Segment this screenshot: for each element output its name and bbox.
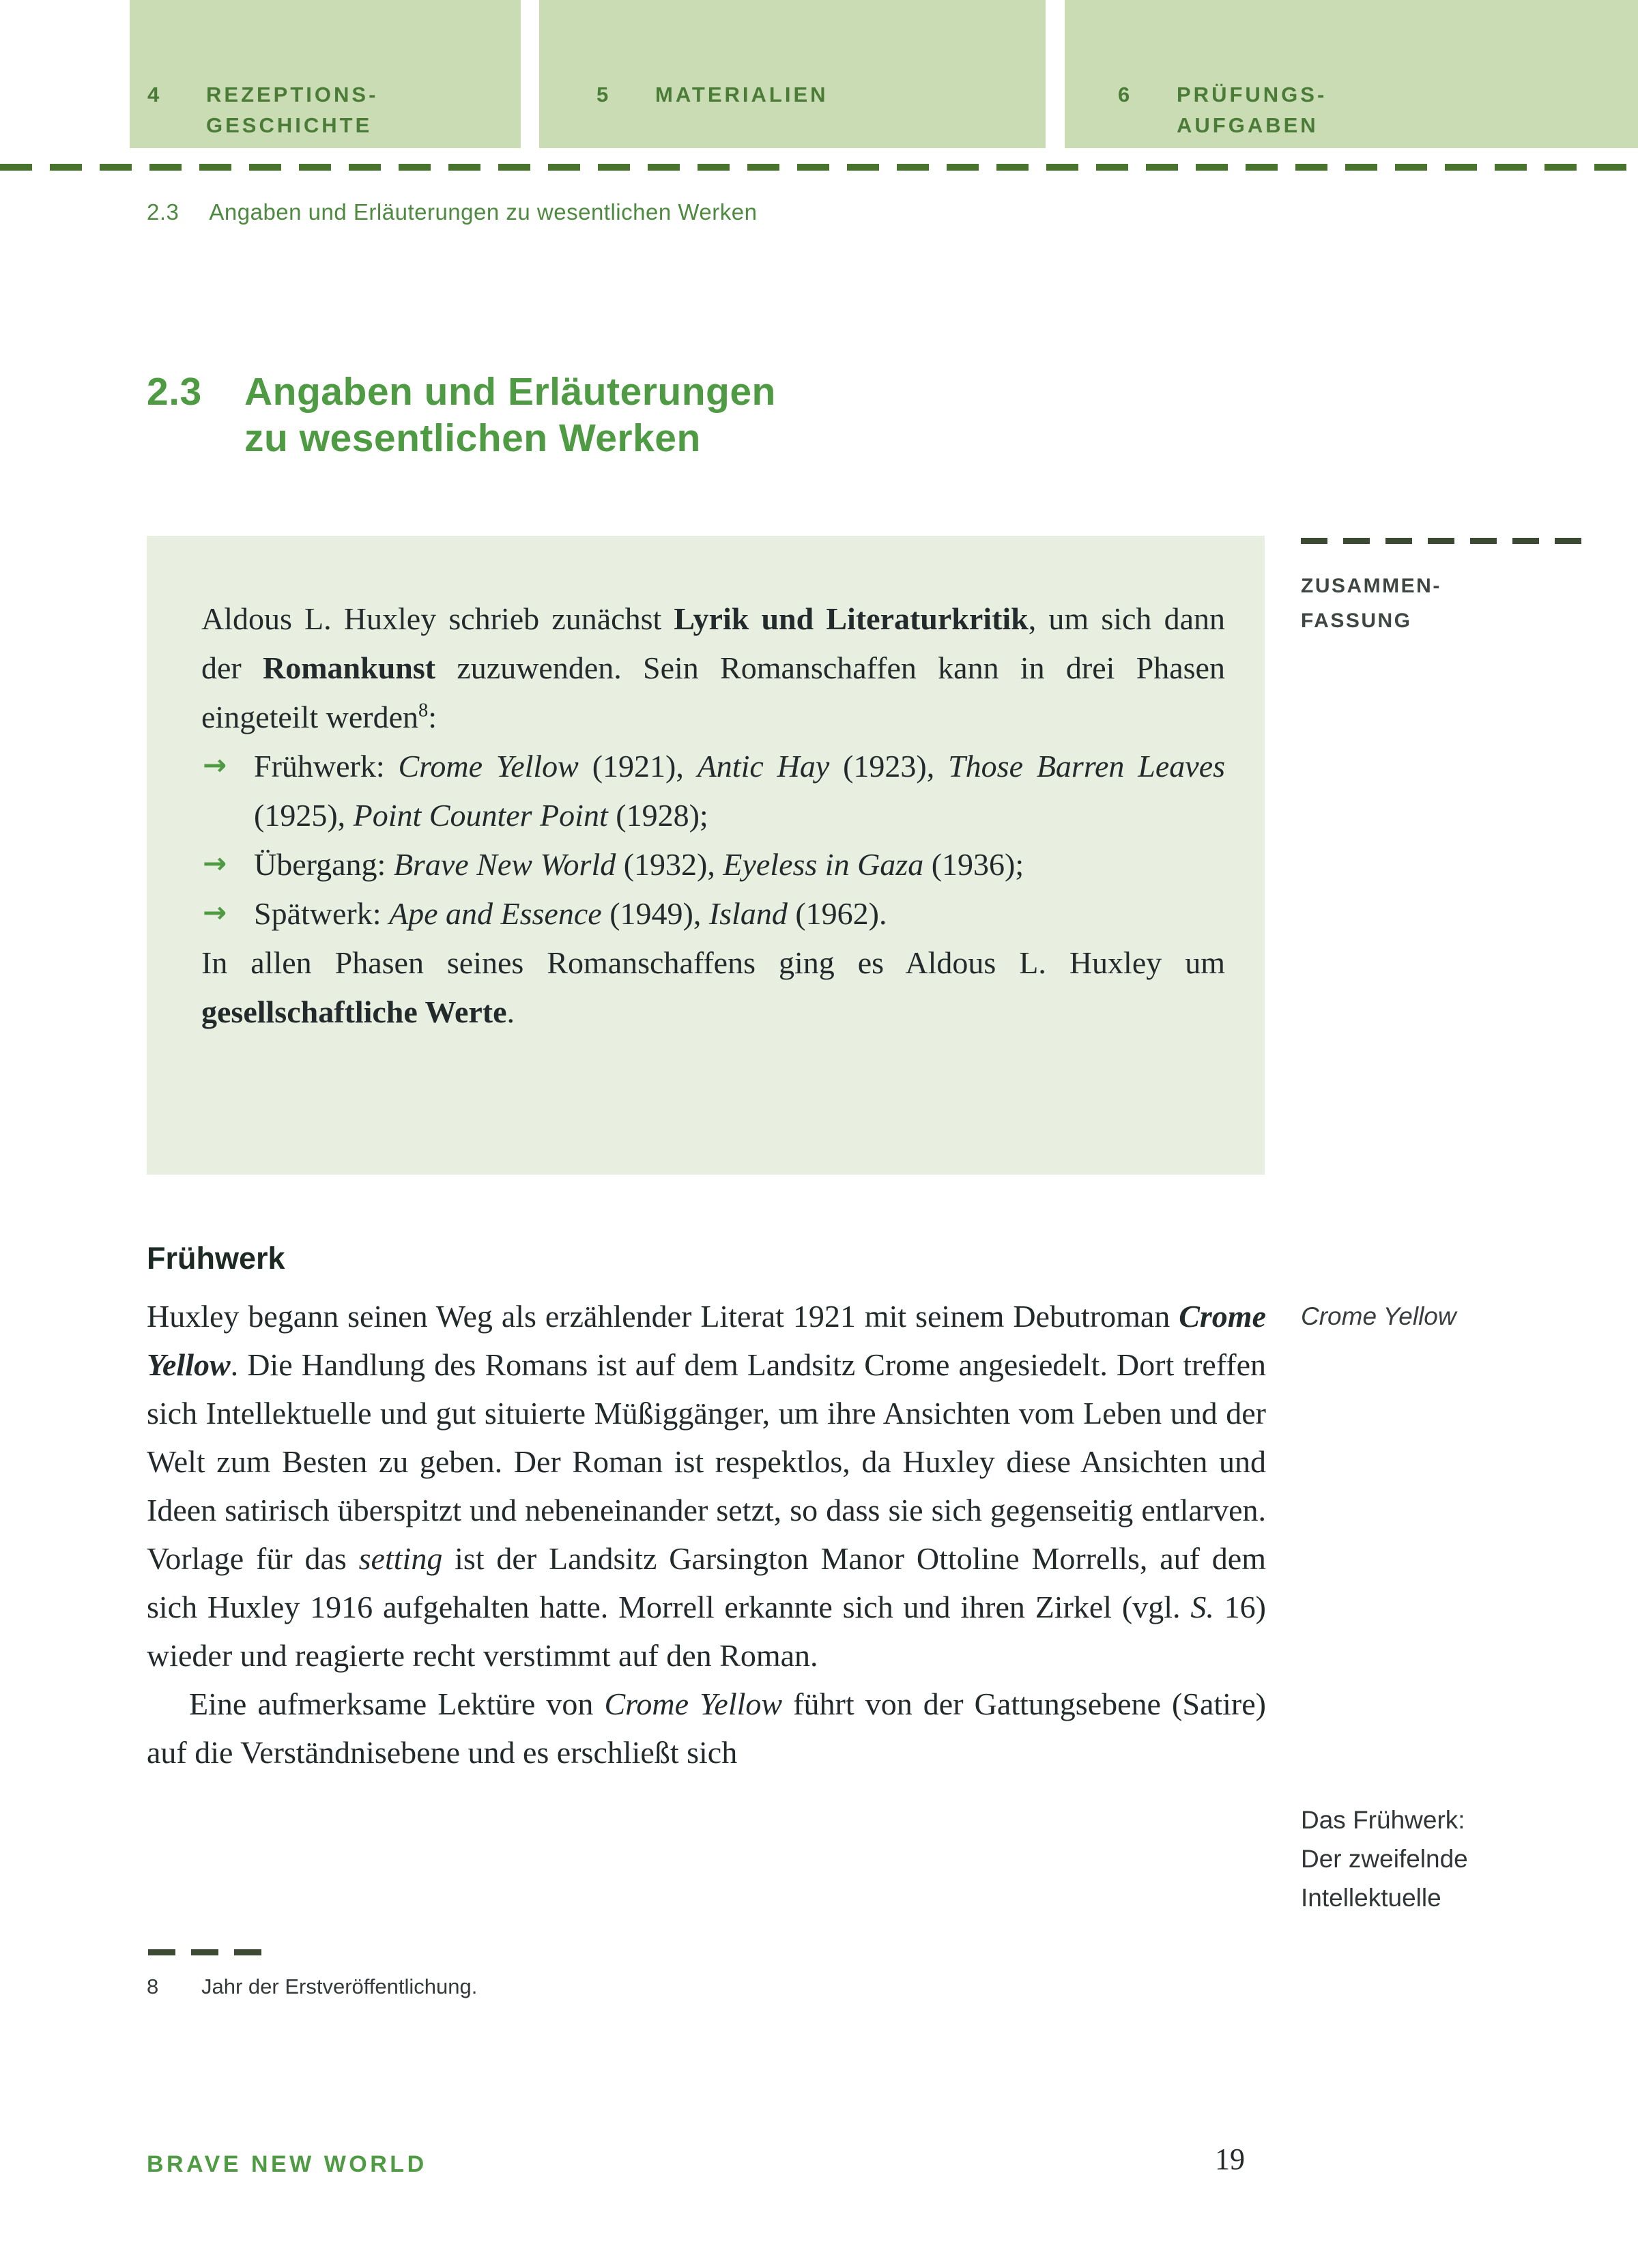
page-title-text: [244, 369, 776, 461]
page-title: [147, 369, 776, 461]
breadcrumb: [147, 199, 757, 225]
page-title-line: Angaben und Erläuterungen: [244, 370, 776, 414]
summary-list-item-text: Frühwerk: Crome Yellow (1921), Antic Hay (1923), Those Barren Leaves (1925), Point Counter Point (1928);: [254, 749, 1226, 833]
margin-note-line: Intellektuelle: [1301, 1884, 1441, 1912]
summary-list-item: [201, 840, 1225, 889]
tab-label: [206, 79, 378, 141]
margin-label-line: ZUSAMMEN-: [1301, 575, 1441, 597]
margin-dashed-divider: [1301, 538, 1593, 544]
body-text: [147, 1292, 1266, 1777]
tab-content: [147, 79, 378, 141]
tab-pruefungsaufgaben: [1065, 0, 1638, 148]
tab-label-line: GESCHICHTE: [206, 113, 373, 137]
arrow-bullet-icon: →: [203, 748, 227, 781]
arrow-bullet-icon: →: [203, 846, 227, 880]
tab-label: [1177, 79, 1327, 141]
summary-outro: In allen Phasen seines Romanschaffens ging es Aldous L. Huxley um gesellschaftliche Werte.: [201, 945, 1225, 1029]
tab-materialien: [539, 0, 1046, 148]
section-heading: Frühwerk: [147, 1241, 285, 1276]
breadcrumb-text: Angaben und Erläuterungen zu wesentlichen Werken: [209, 199, 758, 225]
summary-list: [201, 742, 1225, 938]
tab-label-line: REZEPTIONS-: [206, 83, 379, 106]
tab-label-line: AUFGABEN: [1177, 113, 1319, 137]
tab-label-line: PRÜFUNGS-: [1177, 83, 1327, 106]
margin-note-line: Der zweifelnde: [1301, 1845, 1468, 1873]
breadcrumb-number: 2.3: [147, 199, 179, 225]
margin-note-line: Das Frühwerk:: [1301, 1806, 1465, 1834]
summary-list-item: [201, 742, 1225, 840]
tab-rezeptionsgeschichte: [130, 0, 521, 148]
tab-label-line: MATERIALIEN: [655, 83, 829, 106]
tab-number: 6: [1118, 83, 1133, 106]
paragraph: Eine aufmerksame Lektüre von Crome Yellow führt von der Gattungsebene (Satire) auf die Verständnisebene und es erschließt sich: [147, 1686, 1266, 1770]
footnote: [147, 1975, 477, 1999]
margin-note-crome-yellow: Crome Yellow: [1301, 1302, 1456, 1330]
summary-box: [147, 536, 1265, 1175]
footnote-text: Jahr der Erstveröffentlichung.: [201, 1975, 478, 1998]
tab-number: 4: [147, 83, 162, 106]
footnote-marker: 8: [147, 1975, 159, 1998]
page-number: 19: [1215, 2142, 1245, 2176]
summary-list-item-text: Übergang: Brave New World (1932), Eyeless in Gaza (1936);: [254, 847, 1024, 882]
tab-content: [597, 79, 829, 110]
page-title-line: zu wesentlichen Werken: [244, 416, 701, 460]
arrow-bullet-icon: →: [203, 895, 227, 929]
page-title-number: 2.3: [147, 370, 202, 414]
footer-book-title: BRAVE NEW WORLD: [147, 2151, 427, 2177]
tab-number: 5: [597, 83, 612, 106]
header-dashed-divider: [0, 164, 1638, 171]
tab-content: [1118, 79, 1327, 141]
summary-intro: Aldous L. Huxley schrieb zunächst Lyrik und Literaturkritik, um sich dann der Romankunst zuzuwenden. Sein Romanschaffen kann in drei Phasen eingeteilt werden$^8$:: [201, 601, 1225, 734]
footnote-dashed-divider: [148, 1949, 263, 1955]
paragraph: Huxley begann seinen Weg als erzählender Literat 1921 mit seinem Debutroman Crome Yellow. Die Handlung des Romans ist auf dem Landsitz Crome angesiedelt. Dort treffen sich Intellektuelle und gut situierte Müßiggänger, um ihre Ansichten vom Leben und der Welt zum Besten zu geben. Der Roman ist respektlos, da Huxley diese Ansichten und Ideen satirisch überspitzt und nebeneinander setzt, so dass sie sich gegenseitig entlarven. Vorlage für das setting ist der Landsitz Garsington Manor Ottoline Morrells, auf dem sich Huxley 1916 aufgehalten hatte. Morrell erkannte sich und ihren Zirkel (vgl. S. 16) wieder und reagierte recht verstimmt auf den Roman.: [147, 1299, 1266, 1673]
margin-note-fruehwerk: [1301, 1800, 1468, 1917]
summary-list-item-text: Spätwerk: Ape and Essence (1949), Island (1962).: [254, 896, 887, 931]
margin-label-line: FASSUNG: [1301, 609, 1412, 632]
tab-label: [655, 79, 829, 110]
margin-label-zusammenfassung: [1301, 569, 1441, 638]
summary-list-item: [201, 889, 1225, 938]
